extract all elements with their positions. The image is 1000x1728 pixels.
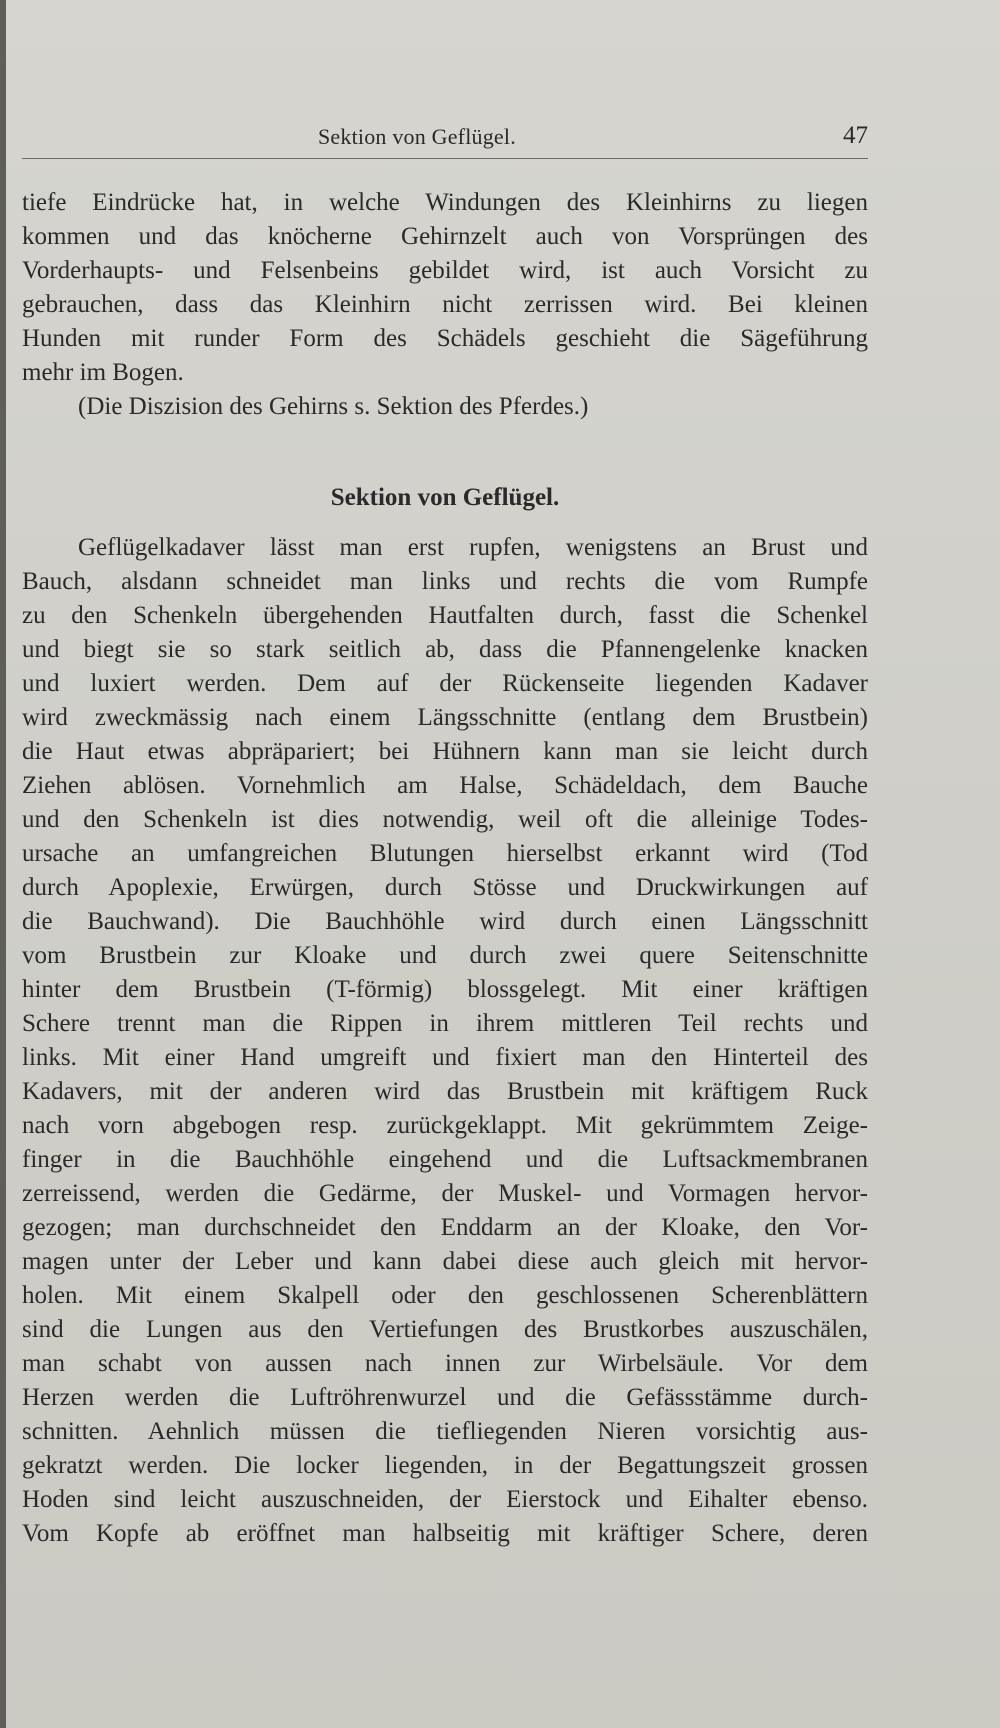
text-line: Vom Kopfe ab eröffnet man halbseitig mit kräftiger Schere, deren <box>22 1520 868 1547</box>
text-line: gebrauchen, dass das Kleinhirn nicht zerrissen wird. Bei kleinen <box>22 291 868 318</box>
text-line: und den Schenkeln ist dies notwendig, weil oft die alleinige Todes- <box>22 806 868 833</box>
running-title: Sektion von Geflügel. <box>318 124 516 149</box>
text-line: zu den Schenkeln übergehenden Hautfalten durch, fasst die Schenkel <box>22 602 868 629</box>
text-line: Hoden sind leicht auszuschneiden, der Eierstock und Eihalter ebenso. <box>22 1486 868 1513</box>
text-line: Herzen werden die Luftröhrenwurzel und die Gefässstämme durch- <box>22 1384 868 1411</box>
text-line: Vorderhaupts- und Felsenbeins gebildet wird, ist auch Vorsicht zu <box>22 257 868 284</box>
text-line: links. Mit einer Hand umgreift und fixiert man den Hinterteil des <box>22 1044 868 1071</box>
text-line: (Die Diszision des Gehirns s. Sektion des Pferdes.) <box>78 393 589 420</box>
text-line: ursache an umfangreichen Blutungen hierselbst erkannt wird (Tod <box>22 840 868 867</box>
text-line: holen. Mit einem Skalpell oder den geschlossenen Scherenblättern <box>22 1282 868 1309</box>
text-line: finger in die Bauchhöhle eingehend und die Luftsackmembranen <box>22 1146 868 1173</box>
text-line: mehr im Bogen. <box>22 359 184 386</box>
text-line: die Bauchwand). Die Bauchhöhle wird durch einen Längsschnitt <box>22 908 868 935</box>
text-line: hinter dem Brustbein (T-förmig) blossgelegt. Mit einer kräftigen <box>22 976 868 1003</box>
text-line: gekratzt werden. Die locker liegenden, in der Begattungszeit grossen <box>22 1452 868 1479</box>
text-line: sind die Lungen aus den Vertiefungen des Brustkorbes auszuschälen, <box>22 1316 868 1343</box>
text-line: Schere trennt man die Rippen in ihrem mittleren Teil rechts und <box>22 1010 868 1037</box>
text-line: zerreissend, werden die Gedärme, der Muskel- und Vormagen hervor- <box>22 1180 868 1207</box>
text-line: und luxiert werden. Dem auf der Rückenseite liegenden Kadaver <box>22 670 868 697</box>
text-line: die Haut etwas abpräpariert; bei Hühnern kann man sie leicht durch <box>22 738 868 765</box>
header-rule <box>22 158 868 159</box>
section-heading: Sektion von Geflügel. <box>330 484 560 511</box>
text-line: tiefe Eindrücke hat, in welche Windungen des Kleinhirns zu liegen <box>22 189 868 216</box>
page-binding-edge <box>0 0 6 1728</box>
text-line: gezogen; man durchschneidet den Enddarm an der Kloake, den Vor- <box>22 1214 868 1241</box>
text-line: schnitten. Aehnlich müssen die tiefliegenden Nieren vorsichtig aus- <box>22 1418 868 1445</box>
text-line: magen unter der Leber und kann dabei diese auch gleich mit hervor- <box>22 1248 868 1275</box>
text-line: Kadavers, mit der anderen wird das Brustbein mit kräftigem Ruck <box>22 1078 868 1105</box>
text-block-main <box>22 531 868 1551</box>
text-line: wird zweckmässig nach einem Längsschnitte (entlang dem Brustbein) <box>22 704 868 731</box>
page-header <box>22 122 868 156</box>
text-line: vom Brustbein zur Kloake und durch zwei quere Seitenschnitte <box>22 942 868 969</box>
text-line: durch Apoplexie, Erwürgen, durch Stösse und Druckwirkungen auf <box>22 874 868 901</box>
text-line: man schabt von aussen nach innen zur Wirbelsäule. Vor dem <box>22 1350 868 1377</box>
text-line: Geflügelkadaver lässt man erst rupfen, wenigstens an Brust und <box>78 534 868 561</box>
text-block-top <box>22 186 868 424</box>
text-line: kommen und das knöcherne Gehirnzelt auch von Vorsprüngen des <box>22 223 868 250</box>
text-line: nach vorn abgebogen resp. zurückgeklappt. Mit gekrümmtem Zeige- <box>22 1112 868 1139</box>
page-number: 47 <box>843 122 868 149</box>
text-line: Hunden mit runder Form des Schädels geschieht die Sägeführung <box>22 325 868 352</box>
text-line: Ziehen ablösen. Vornehmlich am Halse, Schädeldach, dem Bauche <box>22 772 868 799</box>
text-line: Bauch, alsdann schneidet man links und rechts die vom Rumpfe <box>22 568 868 595</box>
text-line: und biegt sie so stark seitlich ab, dass die Pfannengelenke knacken <box>22 636 868 663</box>
